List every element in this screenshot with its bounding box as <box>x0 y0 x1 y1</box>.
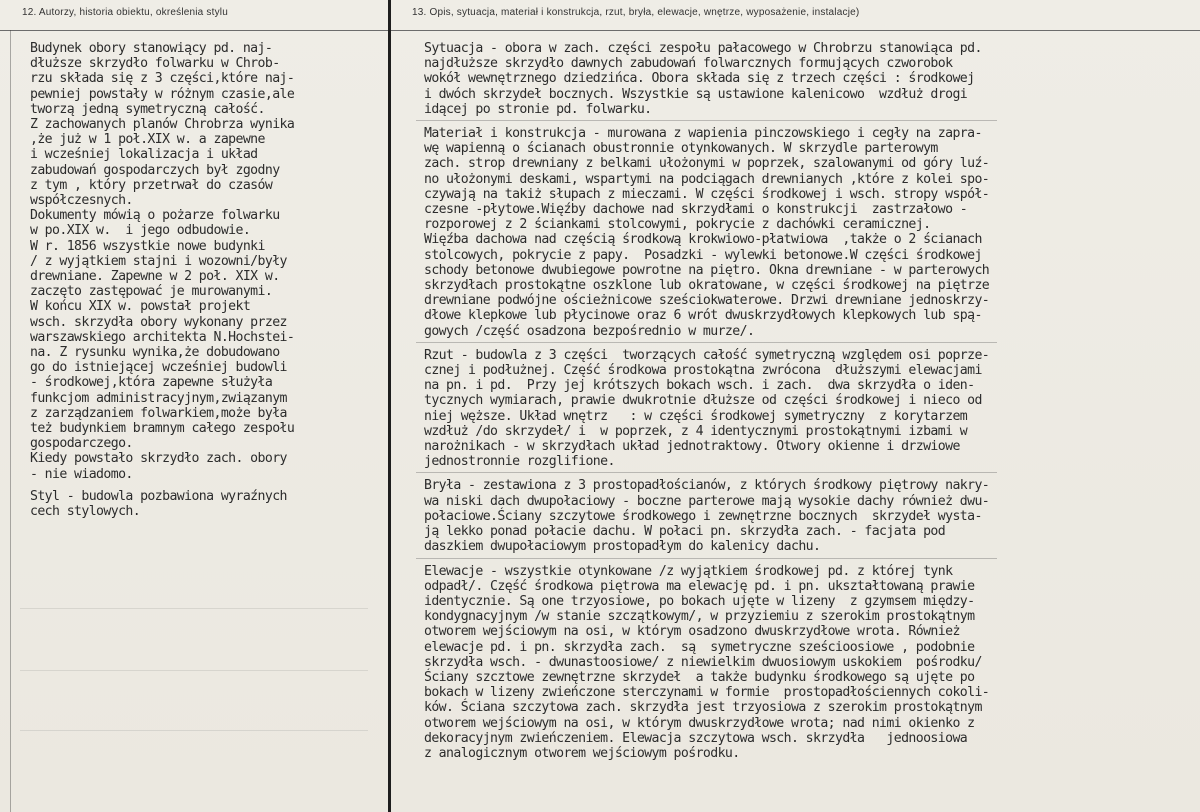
history-column <box>0 30 388 812</box>
form-header <box>0 0 1200 31</box>
section-divider <box>416 472 997 473</box>
description-column <box>392 30 1200 812</box>
column-divider <box>388 0 391 812</box>
style-paragraph: Styl - budowla pozbawiona wyraźnych cech stylowych. <box>30 488 287 520</box>
section-divider <box>416 558 997 559</box>
section-bryla: Bryła - zestawiona z 3 prostopadłościanów, z których środkowy piętrowy nakry- wa niski dach dwupołaciowy - boczne parterowe mają wysokie dachy również dwu- połaciowe.Ściany szczytowe środkowego i zewnętrzne bocznych skrzydeł wysta- ją lekko ponad połacie dachu. W połaci pn. skrzydła zach. - facjata pod daszkiem dwupołaciowym prostopadłym do kalenicy dachu. <box>424 478 990 555</box>
form-guide-line <box>20 670 368 671</box>
right-section-title: 13. Opis, sytuacja, materiał i konstrukcja, rzut, bryła, elewacje, wnętrze, wyposażenie, instalacje) <box>412 7 860 18</box>
section-sytuacja: Sytuacja - obora w zach. części zespołu pałacowego w Chrobrzu stanowiąca pd. najdłuższe skrzydło dawnych zabudowań folwarcznych formujących czworobok wokół wewnętrznego dziedzińca. Obora składa się z trzech części : środkowej i dwóch skrzydeł bocznych. Wszystkie są ustawione kalenicowo wzdłuż drogi idącej po stronie pd. folwarku. <box>424 41 982 117</box>
left-margin-line <box>10 30 11 812</box>
left-section-title: 12. Autorzy, historia obiektu, określenia stylu <box>22 7 228 18</box>
section-elewacje: Elewacje - wszystkie otynkowane /z wyjątkiem środkowej pd. z której tynk odpadł/. Część środkowa piętrowa ma elewację pd. i pn. ukształtowaną prawie identycznie. Są one trzyosiowe, po bokach ujęte w lizeny z gzymsem między- kondygnacyjnym /w stanie szczątkowym/, w przyziemiu z szerokim prostokątnym otworem wejściowym na osi, w którym osadzono dwuskrzydłowe wrota. Również elewacje pd. i pn. skrzydła zach. są symetryczne sześcioosiowe , podobnie skrzydła wsch. - dwunastoosiowe/ z niewielkim dwuosiowym uskokiem pośrodku/ Ściany szcztowe zewnętrzne skrzydeł a także budynku środkowego są ujęte po bokach w lizeny zwieńczone sterczynami w formie prostopadłościennych cokoli- ków. Ściana szczytowa zach. skrzydła jest trzyosiowa z szerokim prostokątnym otworem wejściowym na osi, w którym dwuskrzydłowe wrota; nad nimi okienko z dekoracyjnym zwieńczeniem. Elewacja szczytowa wsch. skrzydła jednoosiowa z analogicznym otworem wejściowym pośrodku. <box>424 563 990 761</box>
form-guide-line <box>20 608 368 609</box>
section-divider <box>416 342 997 343</box>
section-material-konstrukcja: Materiał i konstrukcja - murowana z wapienia pinczowskiego i cegły na zapra- wę wapienną o ścianach obustronnie otynkowanych. W skrzydle parterowym zach. strop drewniany z belkami ułożonymi w poprzek, szalowanymi od góry luź- no ułożonymi deskami, wspartymi na podciągach drewnianych ,które z kolei spo- czywają na takiż słupach z mieczami. W części środkowej i wsch. stropy współ- czesne -płytowe.Więźby dachowe nad skrzydłami o konstrukcji zastrzałowo - rozporowej z 2 ściankami stolcowymi, pokrycie z dachówki ceramicznej. Więźba dachowa nad częścią środkową krokwiowo-płatwiowa ,także o 2 ścianach stolcowych, pokrycie z papy. Posadzki - wylewki betonowe.W części środkowej schody betonowe dwubiegowe powrotne na piętro. Okna drewniane - w parterowych skrzydłach prostokątne oszklone lub okratowane, w części środkowej na piętrze drewniane podwójne ościeżnicowe sześciokwaterowe. Drzwi drewniane jednoskrzy- dłowe klepkowe lub płycinowe oraz 6 wrót dwuskrzydłowych klepkowych lub spą- gowych /część osadzona bezpośrednio w murze/. <box>424 126 990 339</box>
section-divider <box>416 120 997 121</box>
section-rzut: Rzut - budowla z 3 części tworzących całość symetryczną względem osi poprze- cznej i podłużnej. Część środkowa prostokątna zwrócona dłuższymi elewacjami na pn. i pd. Przy jej krótszych bokach wsch. i zach. dwa skrzydła o iden- tycznych wymiarach, prawie dwukrotnie dłuższe od części środkowej i nieco od niej węższe. Układ wnętrz : w części środkowej symetryczny z korytarzem wzdłuż /do skrzydeł/ i w poprzek, z 4 identycznymi prostokątnymi izbami w narożnikach - w skrzydłach układ jednotraktowy. Otwory okienne i drzwiowe jednostronnie rozglifione. <box>424 347 990 470</box>
history-paragraph: Budynek obory stanowiący pd. naj- dłuższe skrzydło folwarku w Chrob- rzu składa się z 3 części,które naj- pewniej powstały w różnym czasie,ale tworzą jedną symetryczną całość. Z zachowanych planów Chrobrza wynika ,że już w 1 poł.XIX w. a zapewne i wcześniej lokalizacja i układ zabudowań gospodarczych był zgodny z tym , który przetrwał do czasów współczesnych. Dokumenty mówią o pożarze folwarku w po.XIX w. i jego odbudowie. W r. 1856 wszystkie nowe budynki / z wyjątkiem stajni i wozowni/były drewniane. Zapewne w 2 poł. XIX w. zaczęto zastępować je murowanymi. W końcu XIX w. powstał projekt wsch. skrzydła obory wykonany przez warszawskiego architekta N.Hochstei- na. Z rysunku wynika,że dobudowano go do istniejącej wcześniej budowli - środkowej,która zapewne służyła funkcjom administracyjnym,związanym z zarządzaniem folwarkiem,może była też budynkiem bramnym całego zespołu gospodarczego. Kiedy powstało skrzydło zach. obory - nie wiadomo. <box>30 41 295 482</box>
form-guide-line <box>20 730 368 731</box>
